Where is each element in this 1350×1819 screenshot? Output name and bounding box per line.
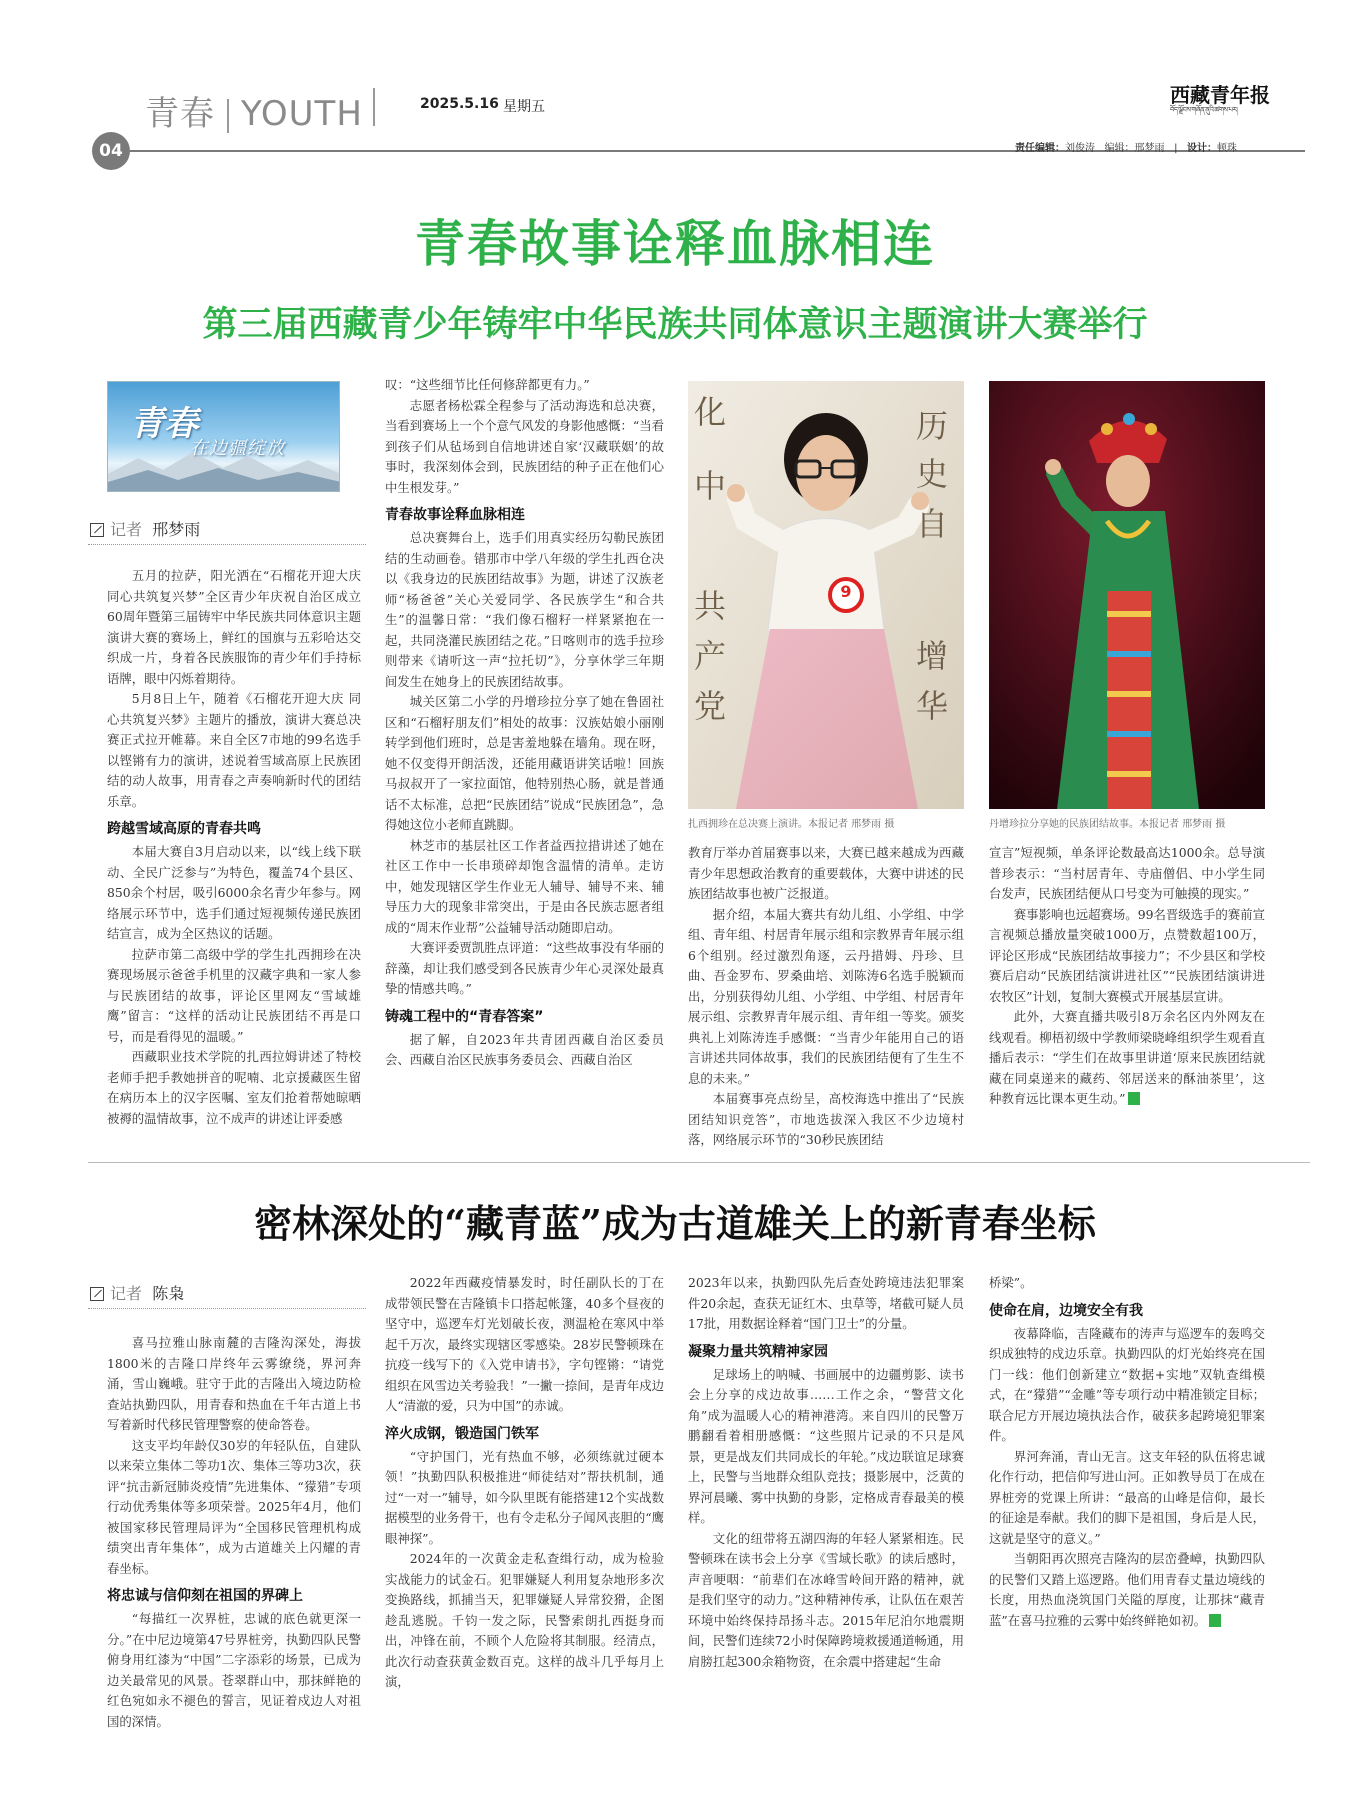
paragraph: “守护国门，光有热血不够，必须练就过硬本领！”执勤四队积极推进“师徒结对”帮扶机制，通过“一对一”辅导，如今队里既有能搭建12个实战数据模型的业务骨干，也有令走私分子闻风丧胆的“鹰眼神探”。	[385, 1448, 664, 1546]
paragraph: 界河奔涌，青山无言。这支年轻的队伍将忠诚化作行动，把信仰写进山河。正如教导员丁在成在界桩旁的党课上所讲：“最高的山峰是信仰，最长的征途是奉献。我们的脚下是祖国，身后是人民，这就是坚守的意义。”	[989, 1448, 1265, 1546]
article1-column-4	[989, 843, 1265, 1110]
end-mark-icon	[1128, 1092, 1140, 1105]
article1-subheadline: 第三届西藏青少年铸牢中华民族共同体意识主题演讲大赛举行	[202, 304, 1148, 345]
photo-1-banner-char: 华	[916, 687, 949, 725]
photo-1-banner-char: 自	[916, 505, 949, 543]
paragraph: 夜幕降临，吉隆藏布的涛声与巡逻车的轰鸣交织成独特的戍边乐章。执勤四队的灯光始终亮在国门一线：他们创新建立“数据+实地”双轨查缉模式，在“獴猎”“金雕”等专项行动中精准锁定目标；联合尼方开展边境执法合作，破获多起跨境犯罪案件。	[989, 1325, 1265, 1443]
section-heading: 青春故事诠释血脉相连	[385, 507, 525, 523]
section-heading: 铸魂工程中的“青春答案”	[385, 1008, 544, 1025]
paragraph: 城关区第二小学的丹增珍拉分享了她在鲁固社区和“石榴籽朋友们”相处的故事：汉族姑娘小丽刚转学到他们班时，总是害羞地躲在墙角。现在呀，她不仅变得开朗活泼，还能用藏语讲笑话啦！回族马叔叔开了一家拉面馆，他特别热心肠，就是普通话不太标准，总把“民族团结”说成“民族团急”，急得她这位小老师直跳脚。	[385, 694, 664, 832]
paragraph: 2022年西藏疫情暴发时，时任副队长的丁在成带领民警在吉隆镇卡口搭起帐篷，40多个昼夜的坚守中，巡逻车灯光划破长夜，测温枪在寒风中举起千万次，最终实现辖区零感染。28岁民警顿珠在抗疫一线写下的《入党申请书》，字句铿锵：“请党组织在风雪边关考验我！”一撇一捺间，是青年戍边人“清澈的爱，只为中国”的赤诚。	[385, 1275, 664, 1413]
article2-column-3	[688, 1273, 964, 1672]
section-divider	[227, 99, 229, 133]
editor-credits: 责任编辑：刘俊涛 编辑：邢梦雨 | 设计：顿珠	[1015, 143, 1237, 154]
paragraph: 五月的拉萨，阳光洒在“石榴花开迎大庆 同心共筑复兴梦”全区青少年庆祝自治区成立60周年暨第三届铸牢中华民族共同体意识主题演讲大赛的赛场上，鲜红的国旗与五彩哈达交织成一片，身着各民族服饰的青少年们手持标语牌，眼中闪烁着期待。	[107, 568, 361, 686]
paragraph: 5月8日上午，随着《石榴花开迎大庆 同心共筑复兴梦》主题片的播放，演讲大赛总决赛正式拉开帷幕。来自全区7市地的99名选手以铿锵有力的演讲，述说着雪域高原上民族团结的动人故事，用青春之声奏响新时代的团结乐章。	[107, 691, 361, 809]
section-heading: 淬火成钢，锻造国门铁军	[385, 1425, 539, 1442]
issue-date: 2025.5.16	[420, 96, 499, 112]
article2-byline	[90, 1281, 184, 1304]
paragraph: 喜马拉雅山脉南麓的吉隆沟深处，海拔1800米的吉隆口岸终年云雾缭绕，界河奔涌，雪山巍峨。驻守于此的吉隆出入境边防检查站执勤四队，用青春和热血在千年古道上书写着新时代移民管理警察的使命答卷。	[107, 1335, 361, 1432]
article2-headline: 密林深处的“藏青蓝”成为古道雄关上的新青春坐标	[254, 1201, 1096, 1246]
paragraph: 西藏职业技术学院的扎西拉姆讲述了特校老师手把手教她拼音的呢喃、北京援藏医生留在病历本上的汉字医嘱、室友们抢着帮她晾晒被褥的温情故事，泣不成声的讲述让评委感	[107, 1049, 361, 1126]
paragraph: 桥梁”。	[989, 1275, 1033, 1290]
paragraph: “每描红一次界桩，忠诚的底色就更深一分。”在中尼边境第47号界桩旁，执勤四队民警俯身用红漆为“中国”二字添彩的场景，已成为边关最常见的风景。苍翠群山中，那抹鲜艳的红色宛如永不褪色的誓言，见证着戍边人对祖国的深情。	[107, 1611, 361, 1729]
paragraph: 2023年以来，执勤四队先后查处跨境违法犯罪案件20余起，查获无证红木、虫草等，堵截可疑人员17批，用数据诠释着“国门卫士”的分量。	[688, 1275, 964, 1331]
article2-column-4	[989, 1273, 1265, 1631]
article1-byline	[90, 517, 200, 540]
paragraph: 本届赛事亮点纷呈，高校海选中推出了“民族团结知识竞答”，市地选拔深入我区不少边境村落，网络展示环节的“30秒民族团结	[688, 1091, 964, 1147]
article1-headline: 青春故事诠释血脉相连	[415, 215, 935, 273]
photo-1-banner-char: 增	[916, 637, 949, 675]
paragraph: 叹：“这些细节比任何修辞都更有力。”	[385, 377, 590, 392]
credit-copy: 邢梦雨	[1134, 143, 1165, 154]
section-heading: 跨越雪域高原的青春共鸣	[107, 821, 261, 837]
credit-editor: 刘俊涛	[1065, 143, 1095, 154]
masthead: 西藏青年报	[1170, 83, 1270, 107]
masthead-tibetan: བོད་ལྗོངས་གཞོན་ནུའི་ཚགས་པར།	[1170, 106, 1238, 114]
photo-1-banner-char: 史	[916, 455, 949, 493]
article1-column-1	[107, 566, 361, 1129]
end-mark-icon	[1209, 1614, 1221, 1627]
photo-2-illustration	[989, 381, 1265, 809]
paragraph: 志愿者杨松霖全程参与了活动海选和总决赛，当看到赛场上一个个意气风发的身影他感慨：“当看到孩子们从毡场到自信地讲述自家‘汉藏联姻’的故事时，我深刻体会到，民族团结的种子正在他们心中生根发芽。”	[385, 397, 664, 495]
credit-copy-label: 编辑：	[1104, 143, 1135, 154]
paragraph: 这支平均年龄仅30岁的年轻队伍，自建队以来荣立集体二等功1次、集体三等功3次，获评“抗击新冠肺炎疫情”先进集体、“獴猎”专项行动优秀集体等多项荣誉。2025年4月，他们被国家移民管理局评为“全国移民管理机构成绩突出青年集体”，成为古道雄关上闪耀的青春坐标。	[107, 1437, 361, 1576]
byline-name: 陈枭	[152, 1284, 185, 1303]
photo-1-banner-char: 中	[694, 467, 727, 505]
contestant-number: 9	[840, 582, 852, 601]
section-heading: 将忠诚与信仰刻在祖国的界碑上	[107, 1588, 303, 1604]
header-divider	[373, 88, 375, 126]
section-label-en: YOUTH	[241, 94, 363, 134]
article2-column-2	[385, 1273, 664, 1693]
byline-name: 邢梦雨	[152, 520, 201, 539]
credit-design-label: 设计：	[1187, 143, 1217, 154]
issue-weekday: 星期五	[503, 99, 545, 115]
photo-speaker-2	[989, 381, 1265, 809]
paragraph: 总决赛舞台上，选手们用真实经历勾勒民族团结的生动画卷。错那市中学八年级的学生扎西仓决以《我身边的民族团结故事》为题，讲述了汉族老师“杨爸爸”关心关爱同学、各民族学生“和合共生”的温馨日常：“我们像石榴籽一样紧紧抱在一起，共同浇灌民族团结之花。”日喀则市的选手拉珍则带来《请听这一声“拉托切”》，分享休学三年期间发生在她身上的民族团结故事。	[385, 530, 664, 689]
pen-icon	[90, 1287, 104, 1301]
paragraph	[989, 1549, 1265, 1631]
paragraph: 2024年的一次黄金走私查缉行动，成为检验实战能力的试金石。犯罪嫌疑人利用复杂地形多次变换路线，抓捕当天，犯罪嫌疑人异常狡猾，企图趁乱逃脱。千钧一发之际，民警索朗扎西挺身而出，冲锋在前，不顾个人危险将其制服。经清点，此次行动查获黄金数百克。这样的战斗几乎每月上演，	[385, 1551, 664, 1689]
paragraph: 足球场上的呐喊、书画展中的边疆剪影、读书会上分享的戍边故事……工作之余，“警营文化角”成为温暖人心的精神港湾。来自四川的民警万鹏翻看着相册感慨：“这些照片记录的不只是风景，更是战友们共同成长的年轮。”戍边联谊足球赛上，民警与当地群众组队竞技；摄影展中，泛黄的界河晨曦、雾中执勤的身影，定格成青春最美的模样。	[688, 1366, 964, 1525]
paragraph: 教育厅举办首届赛事以来，大赛已越来越成为西藏青少年思想政治教育的重要载体，大赛中讲述的民族团结故事也被广泛报道。	[688, 845, 964, 901]
photo-1-banner-char: 党	[694, 687, 727, 725]
logo-text-small: 在边疆绽放	[190, 438, 285, 459]
byline-role: 记者	[110, 1284, 143, 1303]
paragraph: 文化的纽带将五湖四海的年轻人紧紧相连。民警顿珠在读书会上分享《雪域长歌》的读后感时，声音哽咽：“前辈们在冰峰雪岭间开路的精神，就是我们坚守的动力。”这种精神传承，让队伍在艰苦环境中始终保持昂扬斗志。2015年尼泊尔地震期间，民警们连续72小时保障跨境救援通道畅通，用肩膀扛起300余箱物资，在余震中搭建起“生命	[688, 1530, 964, 1669]
byline-role: 记者	[110, 520, 143, 539]
pen-icon	[90, 523, 104, 537]
section-label-cn: 青春	[145, 94, 215, 134]
paragraph: 大赛评委贾凯胜点评道：“这些故事没有华丽的辞藻，却让我们感受到各民族青少年心灵深处最真挚的情感共鸣。”	[385, 940, 664, 996]
paragraph: 赛事影响也远超赛场。99名晋级选手的赛前宣言视频总播放量突破1000万，点赞数超100万，评论区形成“民族团结故事接力”；不少县区和学校赛后启动“民族团结演讲进社区”“民族团结演讲进农牧区”计划，复制大赛模式开展基层宣讲。	[989, 906, 1265, 1004]
paragraph: 宣言”短视频，单条评论数最高达1000余。总导演普珍表示：“当村居青年、寺庙僧侣、中小学生同台发声，民族团结便从口号变为可触摸的现实。”	[989, 845, 1265, 901]
paragraph: 本届大赛自3月启动以来，以“线上线下联动、全民广泛参与”为特色，覆盖74个县区、850余个村居，吸引6000余名青少年参与。网络展示环节中，选手们通过短视频传递民族团结宣言，成为全区热议的话题。	[107, 844, 361, 941]
paragraph-text: 此外，大赛直播共吸引8万余名区内外网友在线观看。柳梧初级中学教师梁晓峰组织学生观看直播后表示：“学生们在故事里讲道‘原来民族团结就藏在同桌递来的藏药、邻居送来的酥油茶里’，这种教育远比课本更生动。”	[989, 1009, 1265, 1106]
paragraph	[989, 1007, 1265, 1110]
section-label	[145, 86, 363, 135]
section-heading: 凝聚力量共筑精神家园	[688, 1343, 828, 1360]
paragraph: 林芝市的基层社区工作者益西拉措讲述了她在社区工作中一长串琐碎却饱含温情的清单。走访中，她发现辖区学生作业无人辅导、辅导不来、辅导压力大的现象非常突出，于是由各民族志愿者组成的“周末作业帮”公益辅导活动随即启动。	[385, 837, 664, 935]
paragraph: 据介绍，本届大赛共有幼儿组、小学组、中学组、青年组、村居青年展示组和宗教界青年展示组6个组别。经过激烈角逐，云丹措姆、丹珍、旦曲、吾金罗布、罗桑曲培、刘陈涛6名选手脱颖而出，分别获得幼儿组、小学组、中学组、村居青年展示组、宗教界青年展示组、青年组一等奖。颁奖典礼上刘陈涛连手感慨：“当青少年能用自己的语言讲述共同体故事，我们的民族团结便有了生生不息的未来。”	[688, 906, 964, 1086]
page-number: 04	[92, 132, 130, 170]
byline-rule	[88, 544, 366, 545]
credit-design: 顿珠	[1217, 143, 1237, 154]
article2-column-1	[107, 1333, 361, 1732]
article-separator	[88, 1162, 1310, 1163]
credit-editor-label: 责任编辑：	[1015, 143, 1065, 154]
column-logo	[107, 381, 340, 492]
photo-1-banner-char: 化	[694, 393, 727, 431]
logo-text-big: 青春	[130, 404, 198, 444]
photo-speaker-1	[688, 381, 964, 809]
section-heading: 使命在肩，边境安全有我	[989, 1302, 1143, 1319]
paragraph: 据了解，自2023年共青团西藏自治区委员会、西藏自治区民族事务委员会、西藏自治区	[385, 1031, 664, 1067]
article1-column-3	[688, 843, 964, 1151]
article1-column-2	[385, 375, 664, 1071]
paragraph-text: 当朝阳再次照亮吉隆沟的层峦叠嶂，执勤四队的民警们又踏上巡逻路。他们用青春丈量边境线的长度，用热血浇筑国门关隘的厚度，让那抹“藏青蓝”在喜马拉雅的云雾中始终鲜艳如初。	[989, 1551, 1265, 1628]
photo-1-banner-char: 共	[694, 587, 727, 625]
photo-1-banner-char: 历	[916, 407, 949, 445]
photo-1-caption: 扎西拥珍在总决赛上演讲。本报记者 邢梦雨 摄	[688, 819, 895, 830]
paragraph: 拉萨市第二高级中学的学生扎西拥珍在决赛现场展示爸爸手机里的汉藏字典和一家人参与民族团结的故事，评论区里网友“雪域雄鹰”留言：“这样的活动让民族团结不再是口号，而是看得见的温暖。”	[107, 946, 361, 1044]
photo-2-caption: 丹增珍拉分享她的民族团结故事。本报记者 邢梦雨 摄	[989, 819, 1226, 830]
byline-rule	[88, 1308, 366, 1309]
photo-1-banner-char: 产	[694, 637, 727, 675]
